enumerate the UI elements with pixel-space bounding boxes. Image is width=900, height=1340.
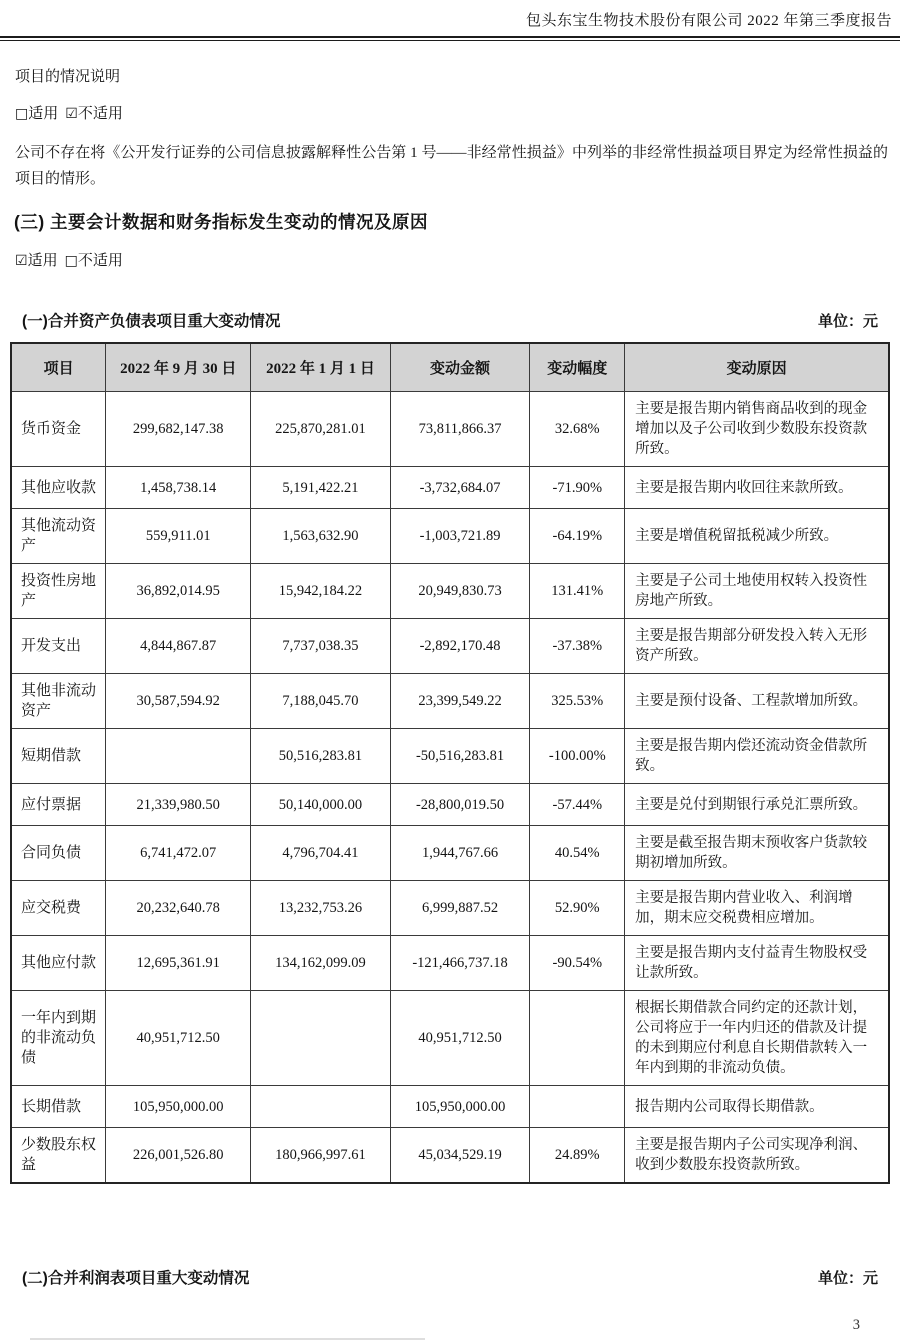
cell-change-pct: 131.41%: [530, 564, 625, 619]
checkbox-checked-icon: ☑: [65, 106, 78, 122]
cell-change-amount: 23,399,549.22: [390, 674, 530, 729]
cell-change-amount: 6,999,887.52: [390, 881, 530, 936]
unit-label: 单位：元: [817, 313, 878, 330]
col-header-change-pct: 变动幅度: [530, 343, 625, 392]
cell-item: 应付票据: [11, 784, 106, 826]
table-row: [11, 826, 889, 881]
not-applicable-label: 不适用: [77, 253, 123, 269]
cell-v-2022-09-30: 6,741,472.07: [106, 826, 251, 881]
cell-v-2022-09-30: 299,682,147.38: [106, 392, 251, 467]
cell-change-amount: 20,949,830.73: [390, 564, 530, 619]
cell-change-amount: -121,466,737.18: [390, 936, 530, 991]
cell-reason: 主要是报告期内销售商品收到的现金增加以及子公司收到少数股东投资款所致。: [625, 392, 889, 467]
cell-item: 其他流动资产: [11, 509, 106, 564]
cell-item: 长期借款: [11, 1086, 106, 1128]
cell-v-2022-01-01: 50,140,000.00: [251, 784, 391, 826]
cell-item: 货币资金: [11, 392, 106, 467]
applicable-label: 适用: [28, 106, 59, 122]
cell-change-pct: -37.38%: [530, 619, 625, 674]
table-row: [11, 1086, 889, 1128]
cell-change-amount: -28,800,019.50: [390, 784, 530, 826]
cell-v-2022-09-30: 105,950,000.00: [106, 1086, 251, 1128]
cell-v-2022-09-30: 21,339,980.50: [106, 784, 251, 826]
section-heading-3: (三) 主要会计数据和财务指标发生变动的情况及原因: [14, 212, 429, 232]
cell-v-2022-01-01: 1,563,632.90: [251, 509, 391, 564]
header-rule: [0, 36, 900, 41]
table-row: [11, 564, 889, 619]
balance-section-header: [10, 309, 890, 331]
applicability-line-2: [10, 251, 890, 271]
checkbox-unchecked-icon: □: [64, 253, 78, 269]
cell-reason: 报告期内公司取得长期借款。: [625, 1086, 889, 1128]
cell-v-2022-09-30: 226,001,526.80: [106, 1128, 251, 1184]
cell-reason: 主要是增值税留抵税减少所致。: [625, 509, 889, 564]
cell-v-2022-01-01: 13,232,753.26: [251, 881, 391, 936]
unit-label: 单位：元: [817, 1270, 878, 1287]
cell-item: 短期借款: [11, 729, 106, 784]
cell-v-2022-01-01: 5,191,422.21: [251, 467, 391, 509]
cell-change-pct: [530, 991, 625, 1086]
cell-v-2022-01-01: 180,966,997.61: [251, 1128, 391, 1184]
cell-change-pct: -71.90%: [530, 467, 625, 509]
cell-change-pct: 325.53%: [530, 674, 625, 729]
cell-reason: 主要是报告期内收回往来款所致。: [625, 467, 889, 509]
cell-change-pct: 52.90%: [530, 881, 625, 936]
cell-reason: 主要是预付设备、工程款增加所致。: [625, 674, 889, 729]
cell-item: 开发支出: [11, 619, 106, 674]
cell-change-pct: 40.54%: [530, 826, 625, 881]
col-header-reason: 变动原因: [625, 343, 889, 392]
cell-v-2022-01-01: 225,870,281.01: [251, 392, 391, 467]
col-header-2022-09-30: 2022 年 9 月 30 日: [106, 343, 251, 392]
cell-v-2022-01-01: [251, 1086, 391, 1128]
cell-item: 其他应付款: [11, 936, 106, 991]
not-applicable-label: 不适用: [77, 106, 123, 122]
cell-change-amount: -3,732,684.07: [390, 467, 530, 509]
non-recurring-items-paragraph: 公司不存在将《公开发行证券的公司信息披露解释性公告第 1 号——非经常性损益》中列举的非经常性损益项目界定为经常性损益的项目的情形。: [15, 145, 888, 187]
cell-change-pct: -100.00%: [530, 729, 625, 784]
cell-reason: 主要是报告期内支付益青生物股权受让款所致。: [625, 936, 889, 991]
cell-change-pct: [530, 1086, 625, 1128]
cell-v-2022-01-01: 15,942,184.22: [251, 564, 391, 619]
cell-v-2022-09-30: 20,232,640.78: [106, 881, 251, 936]
cell-change-amount: -1,003,721.89: [390, 509, 530, 564]
cell-change-amount: -2,892,170.48: [390, 619, 530, 674]
cell-v-2022-09-30: [106, 729, 251, 784]
cell-change-pct: 24.89%: [530, 1128, 625, 1184]
cell-v-2022-09-30: 559,911.01: [106, 509, 251, 564]
col-header-change-amount: 变动金额: [390, 343, 530, 392]
checkbox-checked-icon: ☑: [15, 253, 28, 269]
cell-reason: 主要是子公司土地使用权转入投资性房地产所致。: [625, 564, 889, 619]
cell-change-amount: 40,951,712.50: [390, 991, 530, 1086]
cell-change-amount: 1,944,767.66: [390, 826, 530, 881]
table-row: [11, 784, 889, 826]
cell-v-2022-01-01: 50,516,283.81: [251, 729, 391, 784]
table-header-row: [11, 343, 889, 392]
table-row: [11, 509, 889, 564]
table-row: [11, 674, 889, 729]
cell-reason: 主要是兑付到期银行承兑汇票所致。: [625, 784, 889, 826]
header-title: 包头东宝生物技术股份有限公司 2022 年第三季度报告: [525, 13, 892, 29]
cell-change-amount: 73,811,866.37: [390, 392, 530, 467]
table-row: [11, 881, 889, 936]
cell-reason: 主要是报告期部分研发投入转入无形资产所致。: [625, 619, 889, 674]
cell-v-2022-09-30: 36,892,014.95: [106, 564, 251, 619]
cell-v-2022-09-30: 12,695,361.91: [106, 936, 251, 991]
page-number: 3: [852, 1317, 860, 1333]
cell-v-2022-01-01: 134,162,099.09: [251, 936, 391, 991]
income-section-title: (二)合并利润表项目重大变动情况: [22, 1270, 250, 1287]
cell-change-pct: -64.19%: [530, 509, 625, 564]
cell-change-amount: 105,950,000.00: [390, 1086, 530, 1128]
cell-v-2022-09-30: 1,458,738.14: [106, 467, 251, 509]
applicability-line-1: [10, 104, 890, 124]
income-section-header: [10, 1266, 890, 1288]
cell-v-2022-09-30: 40,951,712.50: [106, 991, 251, 1086]
cell-v-2022-01-01: 7,188,045.70: [251, 674, 391, 729]
cell-v-2022-09-30: 4,844,867.87: [106, 619, 251, 674]
cell-reason: 主要是截至报告期末预收客户货款较期初增加所致。: [625, 826, 889, 881]
cell-reason: 根据长期借款合同约定的还款计划，公司将应于一年内归还的借款及计提的未到期应付利息自长期借款转入一年内到期的非流动负债。: [625, 991, 889, 1086]
table-row: [11, 1128, 889, 1184]
table-row: [11, 991, 889, 1086]
cell-v-2022-01-01: 4,796,704.41: [251, 826, 391, 881]
cell-change-amount: 45,034,529.19: [390, 1128, 530, 1184]
cell-change-pct: -57.44%: [530, 784, 625, 826]
cell-item: 其他应收款: [11, 467, 106, 509]
applicable-label: 适用: [27, 253, 58, 269]
running-header: [0, 0, 900, 34]
balance-change-table: [10, 342, 890, 1184]
cell-v-2022-09-30: 30,587,594.92: [106, 674, 251, 729]
cell-reason: 主要是报告期内偿还流动资金借款所致。: [625, 729, 889, 784]
cell-item: 合同负债: [11, 826, 106, 881]
page-content: [0, 67, 900, 1288]
intro-line: 项目的情况说明: [15, 69, 121, 85]
cell-change-pct: 32.68%: [530, 392, 625, 467]
cell-reason: 主要是报告期内子公司实现净利润、收到少数股东投资款所致。: [625, 1128, 889, 1184]
col-header-2022-01-01: 2022 年 1 月 1 日: [251, 343, 391, 392]
checkbox-unchecked-icon: □: [15, 106, 29, 122]
balance-table-body: [11, 392, 889, 1184]
cell-item: 少数股东权益: [11, 1128, 106, 1184]
cell-change-pct: -90.54%: [530, 936, 625, 991]
cell-reason: 主要是报告期内营业收入、利润增加，期末应交税费相应增加。: [625, 881, 889, 936]
cell-change-amount: -50,516,283.81: [390, 729, 530, 784]
cell-item: 一年内到期的非流动负债: [11, 991, 106, 1086]
balance-section-title: (一)合并资产负债表项目重大变动情况: [22, 313, 281, 330]
col-header-item: 项目: [11, 343, 106, 392]
cell-v-2022-01-01: [251, 991, 391, 1086]
table-row: [11, 392, 889, 467]
cell-item: 其他非流动资产: [11, 674, 106, 729]
cell-item: 应交税费: [11, 881, 106, 936]
table-row: [11, 619, 889, 674]
cell-v-2022-01-01: 7,737,038.35: [251, 619, 391, 674]
table-row: [11, 936, 889, 991]
table-row: [11, 729, 889, 784]
cell-item: 投资性房地产: [11, 564, 106, 619]
table-row: [11, 467, 889, 509]
